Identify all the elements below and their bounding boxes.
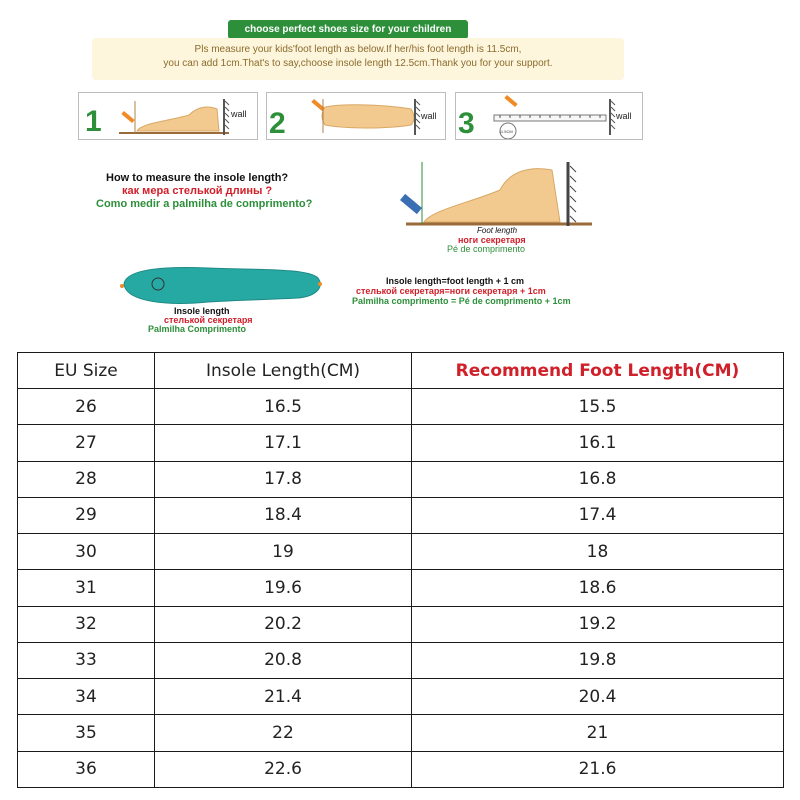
foot-measure-illustration [392, 160, 592, 232]
foot-length-cell: 17.4 [412, 497, 784, 533]
table-row [18, 425, 784, 461]
eu-size-cell: 33 [18, 642, 155, 678]
insole-length-cell: 21.4 [155, 679, 412, 715]
pencil-icon [121, 111, 134, 123]
foot-length-cell: 19.8 [412, 642, 784, 678]
foot-length-ru: ноги секретаря [458, 235, 526, 245]
table-row [18, 606, 784, 642]
insole-length-cell: 18.4 [155, 497, 412, 533]
question-ru: как мера стелькой длины ? [122, 185, 273, 197]
foot-length-cell: 20.4 [412, 679, 784, 715]
foot-length-cell: 19.2 [412, 606, 784, 642]
eu-size-cell: 34 [18, 679, 155, 715]
insole-length-en: Insole length [174, 306, 230, 316]
step-3-panel [455, 92, 643, 140]
formula-pt: Palmilha comprimento = Pé de comprimento + 1cm [352, 296, 571, 306]
step-1-number: 1 [85, 105, 102, 138]
table-row [18, 534, 784, 570]
insole-length-ru: стелькой секретаря [164, 315, 253, 325]
table-row [18, 497, 784, 533]
foot-top-icon [322, 105, 414, 128]
size-table [17, 352, 784, 788]
instruction-note [92, 38, 624, 80]
eu-size-cell: 29 [18, 497, 155, 533]
insole-length-cell: 16.5 [155, 389, 412, 425]
table-row [18, 570, 784, 606]
step-2-wall-label: wall [421, 111, 437, 121]
insole-length-pt: Palmilha Comprimento [148, 324, 247, 334]
foot-length-cell: 16.1 [412, 425, 784, 461]
question-en: How to measure the insole length? [106, 172, 289, 184]
table-row [18, 679, 784, 715]
step-2-number: 2 [269, 107, 286, 139]
table-row [18, 751, 784, 787]
eu-size-cell: 35 [18, 715, 155, 751]
foot-length-cell: 16.8 [412, 461, 784, 497]
step-2-panel [266, 92, 446, 140]
step-3-illustration [456, 93, 642, 139]
eu-size-cell: 26 [18, 389, 155, 425]
foot-icon [137, 107, 219, 131]
header-banner: choose perfect shoes size for your children [228, 20, 468, 39]
question-pt: Como medir a palmilha de comprimento? [96, 198, 313, 210]
note-line-1: Pls measure your kids'foot length as below.If her/his foot length is 11.5cm, [194, 44, 522, 55]
step-3-number: 3 [458, 107, 475, 139]
insole-length-cell: 20.8 [155, 642, 412, 678]
insole-length-cell: 17.8 [155, 461, 412, 497]
step-3-badge: 11.5CM [499, 129, 513, 134]
eu-size-cell: 27 [18, 425, 155, 461]
insole-icon [124, 268, 320, 304]
insole-length-cell: 19.6 [155, 570, 412, 606]
step-2-illustration [267, 93, 445, 139]
insole-length-cell: 20.2 [155, 606, 412, 642]
pencil-icon [504, 95, 517, 107]
foot-length-cell: 21 [412, 715, 784, 751]
foot-icon [424, 169, 560, 222]
note-line-2: you can add 1cm.That's to say,choose insole length 12.5cm.Thank you for your support. [163, 58, 553, 69]
formula-en: Insole length=foot length + 1 cm [386, 276, 525, 286]
table-header-row [18, 353, 784, 389]
insole-length-cell: 17.1 [155, 425, 412, 461]
insole-length-cell: 22.6 [155, 751, 412, 787]
formula-ru: стелькой секретаря=ноги секретаря + 1cm [356, 286, 546, 296]
step-1-panel [78, 92, 258, 140]
eu-size-cell: 30 [18, 534, 155, 570]
header-recommend-foot-length: Recommend Foot Length(CM) [412, 353, 784, 389]
insole-length-cell: 19 [155, 534, 412, 570]
foot-length-cell: 21.6 [412, 751, 784, 787]
foot-length-cell: 18.6 [412, 570, 784, 606]
pencil-icon [400, 194, 422, 214]
eu-size-cell: 36 [18, 751, 155, 787]
eu-size-cell: 28 [18, 461, 155, 497]
foot-length-en: Foot length [477, 226, 518, 235]
table-row [18, 389, 784, 425]
eu-size-cell: 31 [18, 570, 155, 606]
foot-length-pt: Pé de comprimento [447, 244, 526, 254]
table-row [18, 715, 784, 751]
insole-illustration [118, 262, 324, 308]
step-3-wall-label: wall [616, 111, 632, 121]
table-row [18, 642, 784, 678]
insole-length-cell: 22 [155, 715, 412, 751]
foot-length-cell: 15.5 [412, 389, 784, 425]
step-1-wall-label: wall [231, 109, 247, 119]
header-eu-size: EU Size [18, 353, 155, 389]
eu-size-cell: 32 [18, 606, 155, 642]
table-row [18, 461, 784, 497]
header-insole-length: Insole Length(CM) [155, 353, 412, 389]
foot-length-cell: 18 [412, 534, 784, 570]
